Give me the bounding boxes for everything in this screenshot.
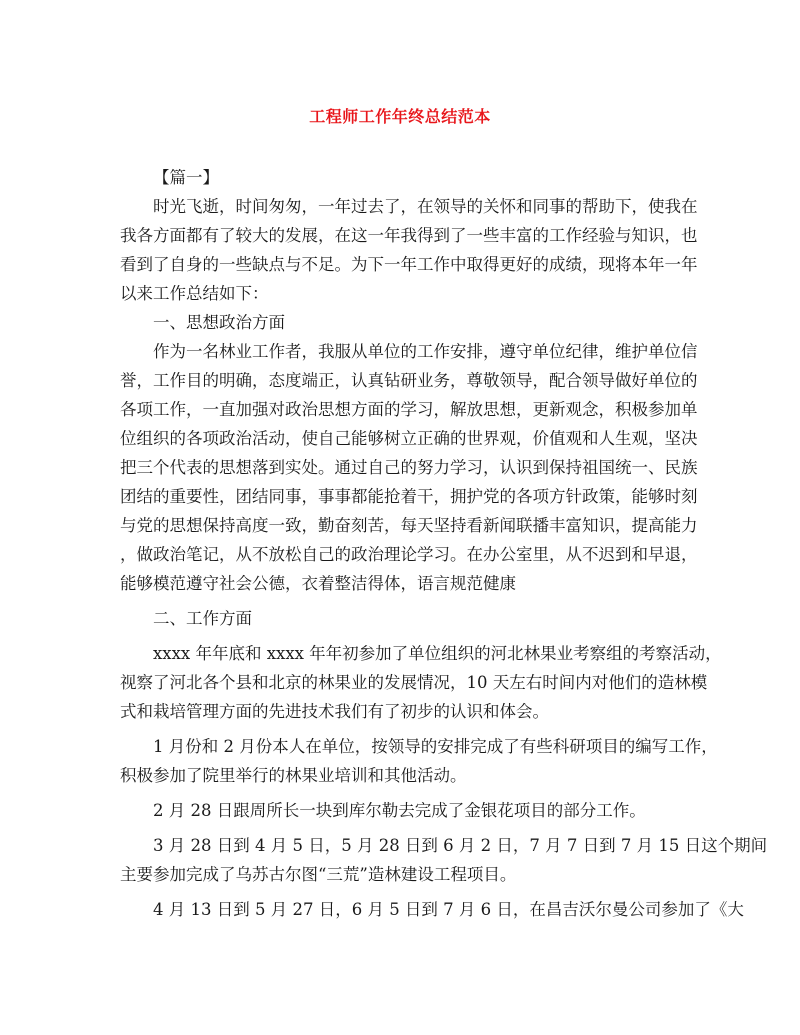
paragraph-line: 以来工作总结如下： (120, 284, 269, 303)
paragraph-line: 与党的思想保持高度一致，勤奋刻苦，每天坚持看新闻联播丰富知识，提高能力 (120, 516, 698, 535)
document-title: 工程师工作年终总结范本 (309, 107, 491, 126)
paragraph-line: 2 月 28 日跟周所长一块到库尔勒去完成了金银花项目的部分工作。 (153, 801, 646, 820)
paragraph-line: 1 月份和 2 月份本人在单位，按领导的安排完成了有些科研项目的编写工作， (153, 737, 718, 756)
paragraph-line: ，做政治笔记，从不放松自己的政治理论学习。在办公室里，从不迟到和早退， (120, 545, 698, 564)
document-body (120, 163, 768, 924)
section-heading-part1: 【篇一】 (153, 168, 219, 187)
paragraph-line: 式和栽培管理方面的先进技术我们有了初步的认识和体会。 (120, 702, 549, 721)
paragraph-line: 3 月 28 日到 4 月 5 日，5 月 28 日到 6 月 2 日，7 月 7 日到 7 月 15 日这个期间 (153, 836, 768, 855)
paragraph-line: 4 月 13 日到 5 月 27 日，6 月 5 日到 7 月 6 日，在昌吉沃尔曼公司参加了《大 (153, 900, 744, 919)
paragraph-line: xxxx 年年底和 xxxx 年年初参加了单位组织的河北林果业考察组的考察活动， (153, 644, 722, 663)
paragraph-line: 看到了自身的一些缺点与不足。为下一年工作中取得更好的成绩，现将本年一年 (120, 255, 698, 274)
section-heading-politics: 一、思想政治方面 (153, 313, 285, 332)
paragraph-line: 团结的重要性，团结同事，事事都能抢着干，拥护党的各项方针政策，能够时刻 (120, 487, 698, 506)
paragraph-line: 积极参加了院里举行的林果业培训和其他活动。 (120, 766, 467, 785)
paragraph-line: 作为一名林业工作者，我服从单位的工作安排，遵守单位纪律，维护单位信 (153, 342, 698, 361)
paragraph-line: 各项工作，一直加强对政治思想方面的学习，解放思想，更新观念，积极参加单 (120, 400, 698, 419)
paragraph-line: 把三个代表的思想落到实处。通过自己的努力学习，认识到保持祖国统一、民族 (120, 458, 698, 477)
paragraph-line: 视察了河北各个县和北京的林果业的发展情况，10 天左右时间内对他们的造林模 (120, 673, 708, 692)
paragraph-line: 时光飞逝，时间匆匆，一年过去了，在领导的关怀和同事的帮助下，使我在 (153, 197, 698, 216)
paragraph-line: 位组织的各项政治活动，使自己能够树立正确的世界观，价值观和人生观，坚决 (120, 429, 698, 448)
section-heading-work: 二、工作方面 (153, 609, 252, 628)
paragraph-line: 誉，工作目的明确，态度端正，认真钻研业务，尊敬领导，配合领导做好单位的 (120, 371, 698, 390)
paragraph-line: 能够模范遵守社会公德，衣着整洁得体，语言规范健康 (120, 574, 516, 593)
paragraph-line: 主要参加完成了乌苏古尔图“三荒”造林建设工程项目。 (120, 865, 517, 884)
paragraph-line: 我各方面都有了较大的发展，在这一年我得到了一些丰富的工作经验与知识，也 (120, 226, 698, 245)
